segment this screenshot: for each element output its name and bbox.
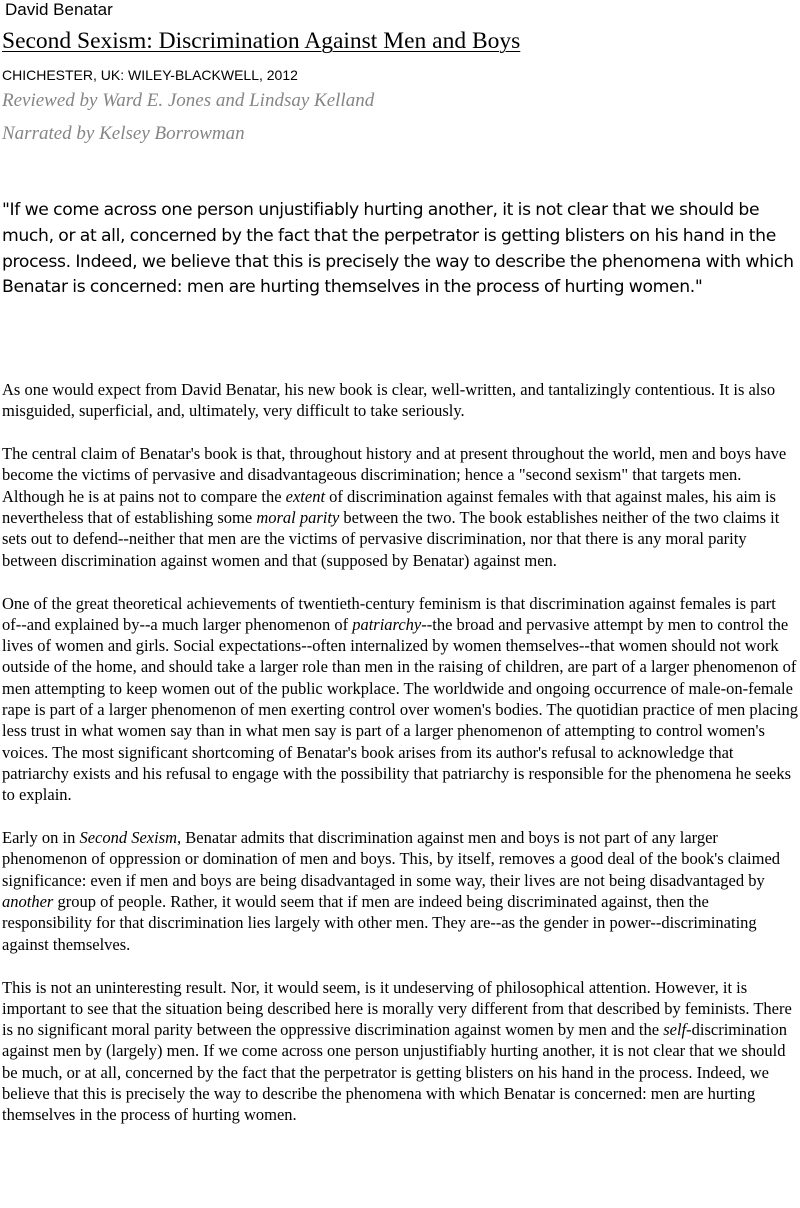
emphasis-text: extent (285, 486, 326, 506)
paragraph-1: As one would expect from David Benatar, his new book is clear, well-written, and tantalizingly contentious. It is also misguided, superficial, and, ultimately, very difficult to take seriously. (2, 380, 776, 421)
narrator-line: Narrated by Kelsey Borrowman (2, 123, 245, 144)
paragraph-text: Early on in (2, 828, 80, 848)
paragraph-text: , Benatar admits that discrimination against men and boys is not part of any larger phenomenon of oppression or domination of men and boys. This, by itself, removes a good deal of the book's claimed significance: even if men and boys are being disadvantaged in some way, their lives are not being disadvantaged by (2, 828, 781, 890)
emphasis-text: another (2, 892, 54, 912)
review-body (2, 379, 799, 1147)
paragraph-3 (2, 593, 799, 806)
paragraph-2 (2, 443, 799, 571)
emphasis-text: self (663, 1020, 687, 1040)
emphasis-text: patriarchy (352, 614, 422, 634)
paragraph-text: This is not an uninteresting result. Nor, it would seem, is it undeserving of philosophical attention. However, it is important to see that the situation being described here is morally very different from that described by feminists. There is no significant moral parity between the oppressive discrimination against women by men and the (2, 977, 792, 1040)
book-title[interactable]: Second Sexism: Discrimination Against Men and Boys (2, 28, 521, 54)
paragraph-4 (2, 827, 799, 955)
paragraph-text: -discrimination against men by (largely) men. If we come across one person unjustifiably hurting another, it is not clear that we should be much, or at all, concerned by the fact that the perpetrator is getting blisters on his hand in the process. Indeed, we believe that this is precisely the way to describe the phenomena with which Benatar is concerned: men are hurting themselves in the process of hurting women. (2, 1020, 787, 1125)
emphasis-text: moral parity (256, 508, 340, 528)
paragraph-5 (2, 977, 799, 1126)
paragraph-text: The central claim of Benatar's book is that, throughout history and at present throughout the world, men and boys have become the victims of pervasive and disadvantageous discrimination; hence a "second sexism" that targets men. Although he is at pains not to compare the (2, 444, 787, 506)
author-name: David Benatar (5, 0, 113, 19)
paragraph-text: One of the great theoretical achievements of twentieth-century feminism is that discrimination against females is part of--and explained by--a much larger phenomenon of (2, 593, 776, 634)
reviewers-line: Reviewed by Ward E. Jones and Lindsay Kelland (2, 90, 375, 111)
publisher-info: CHICHESTER, UK: WILEY-BLACKWELL, 2012 (2, 67, 298, 83)
paragraph-text: --the broad and pervasive attempt by men to control the lives of women and girls. Social expectations--often internalized by women themselves--that women should not work outside of the home, and should take a larger role than men in the raising of children, are part of a larger phenomenon of men attempting to keep women out of the public workplace. The worldwide and ongoing occurrence of male-on-female rape is part of a larger phenomenon of men exerting control over women's bodies. The quotidian practice of men placing less trust in what women say than in what men say is part of a larger phenomenon of attempting to control women's voices. The most significant shortcoming of Benatar's book arises from its author's refusal to acknowledge that patriarchy exists and his refusal to engage with the possibility that patriarchy is responsible for the phenomena he seeks to explain. (2, 614, 798, 805)
paragraph-text: of discrimination against females with that against males, his aim is nevertheless that of establishing some (2, 486, 776, 528)
pull-quote: "If we come across one person unjustifiably hurting another, it is not clear that we should be much, or at all, concerned by the fact that the perpetrator is getting blisters on his hand in the process. Indeed, we believe that this is precisely the way to describe the phenomena with which Benatar is concerned: men are hurting themselves in the process of hurting women." (2, 200, 794, 298)
paragraph-text: between the two. The book establishes neither of the two claims it sets out to defend--neither that men are the victims of pervasive discrimination, nor that there is any moral parity between discrimination against women and that (supposed by Benatar) against men. (2, 508, 780, 570)
emphasis-text: Second Sexism (79, 828, 178, 848)
paragraph-text: group of people. Rather, it would seem that if men are indeed being discriminated against, then the responsibility for that discrimination lies largely with other men. They are--as the gender in power--discriminating against themselves. (2, 892, 757, 954)
